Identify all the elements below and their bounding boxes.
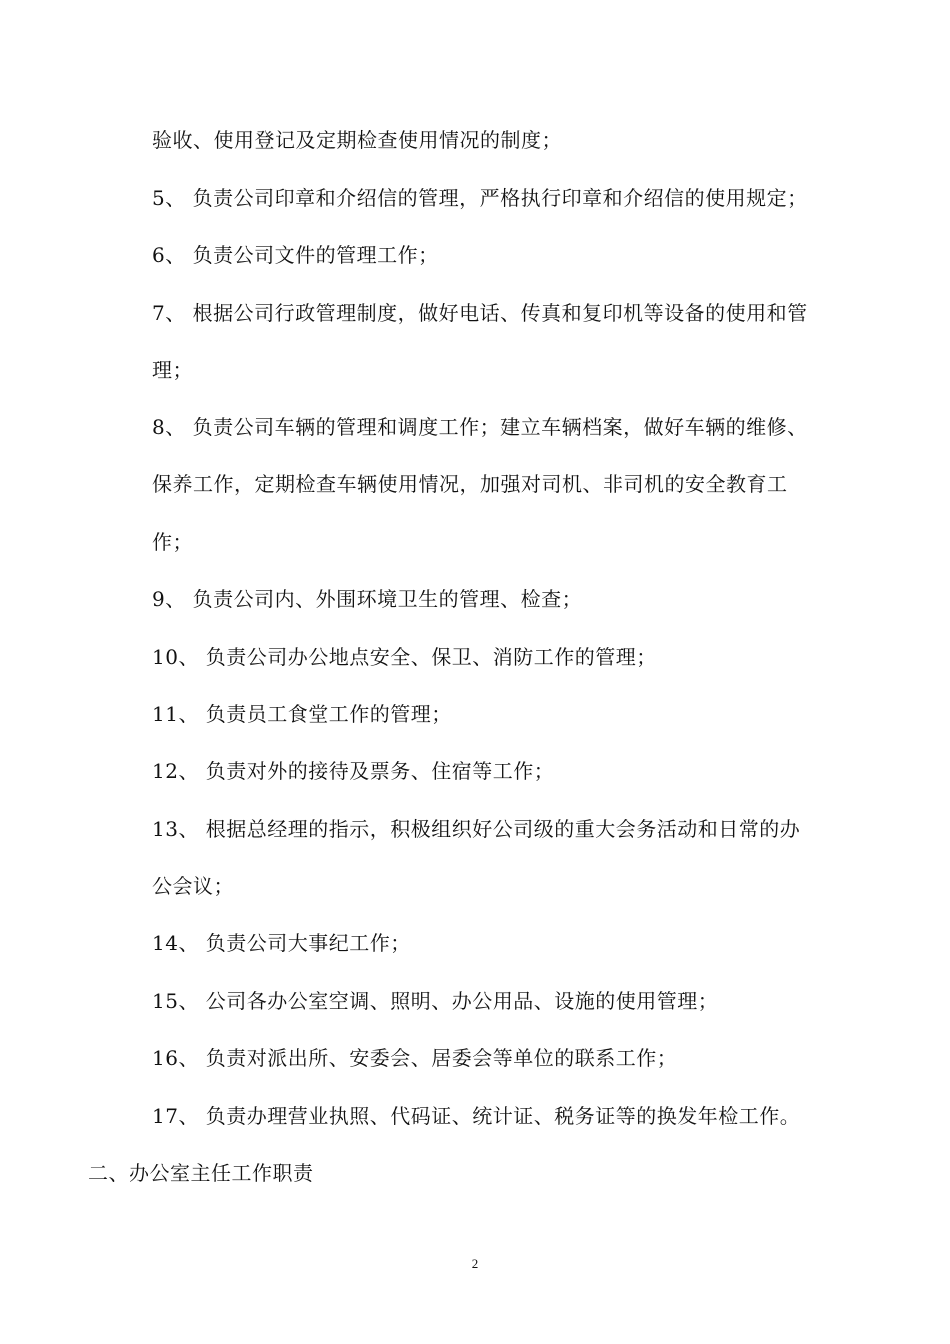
list-item-6: 6、 负责公司文件的管理工作； [152,243,439,267]
list-item-17: 17、 负责办理营业执照、代码证、统计证、税务证等的换发年检工作。 [152,1104,801,1128]
page-number: 2 [471,1256,479,1271]
list-item-10: 10、 负责公司办公地点安全、保卫、消防工作的管理； [152,645,657,669]
list-item-15: 15、 公司各办公室空调、照明、办公用品、设施的使用管理； [152,989,719,1013]
list-item-8-continued-1: 保养工作，定期检查车辆使用情况，加强对司机、非司机的安全教育工 [152,472,788,496]
list-item-9: 9、 负责公司内、外围环境卫生的管理、检查； [152,587,583,611]
list-item-13-continued: 公会议； [152,874,234,898]
list-item-11: 11、 负责员工食堂工作的管理； [152,702,452,726]
list-item-5: 5、 负责公司印章和介绍信的管理，严格执行印章和介绍信的使用规定； [152,186,808,210]
list-item-7-continued: 理； [152,358,193,382]
list-item-8-continued-2: 作； [152,530,193,554]
list-item-7: 7、 根据公司行政管理制度，做好电话、传真和复印机等设备的使用和管 [152,301,808,325]
list-item-12: 12、 负责对外的接待及票务、住宿等工作； [152,759,555,783]
list-item-13: 13、 根据总经理的指示，积极组织好公司级的重大会务活动和日常的办 [152,817,801,841]
section-heading: 二、办公室主任工作职责 [88,1161,314,1185]
list-item-14: 14、 负责公司大事纪工作； [152,931,411,955]
text-line-1: 验收、使用登记及定期检查使用情况的制度； [152,128,562,152]
list-item-16: 16、 负责对派出所、安委会、居委会等单位的联系工作； [152,1046,678,1070]
list-item-8: 8、 负责公司车辆的管理和调度工作；建立车辆档案，做好车辆的维修、 [152,415,808,439]
